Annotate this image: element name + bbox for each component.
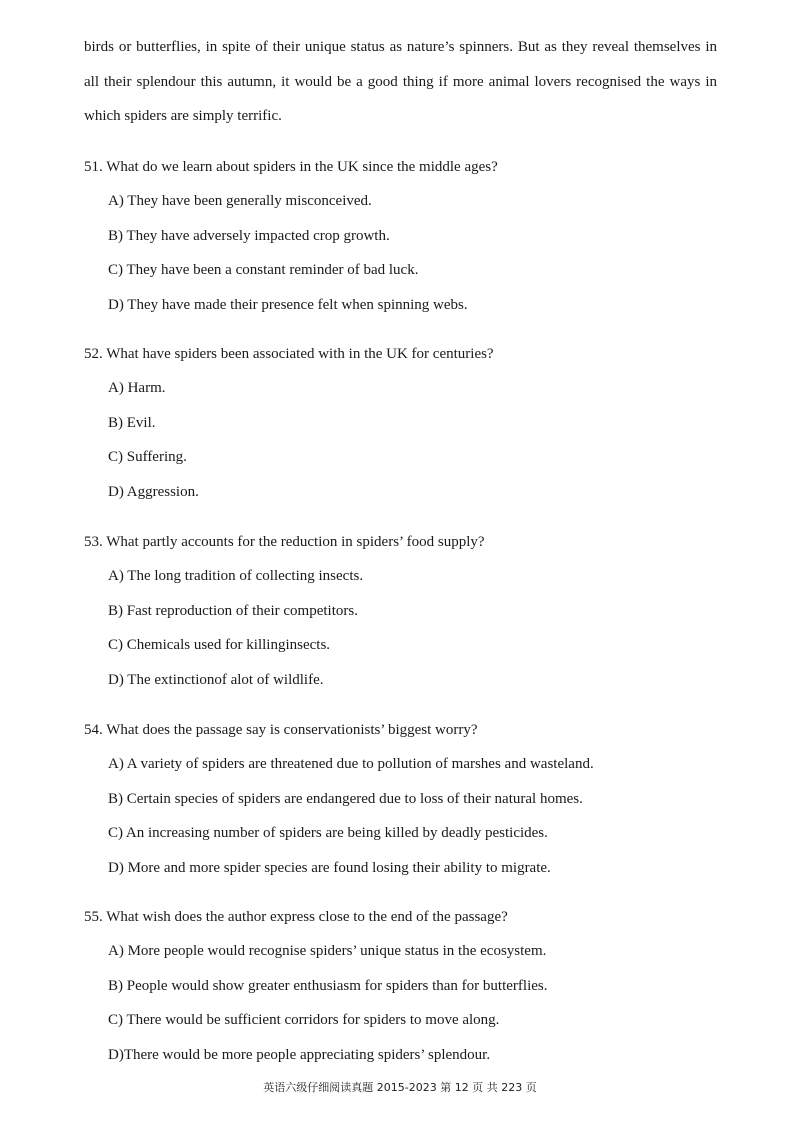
question-stem: 55. What wish does the author express close to the end of the passage? — [84, 909, 508, 925]
question-stem: 54. What does the passage say is conservationists’ biggest worry? — [84, 722, 478, 738]
passage-paragraph: birds or butterflies, in spite of their unique status as nature’s spinners. But as they reveal themselves in all their splendour this autumn, it would be a good thing if more animal lovers recognised the ways in which spiders are simply terrific. — [84, 39, 717, 124]
question-stem: 51. What do we learn about spiders in the UK since the middle ages? — [84, 159, 498, 175]
option-b: B) Evil. — [108, 414, 156, 431]
option-c: C) There would be sufficient corridors for spiders to move along. — [108, 1012, 500, 1029]
option-d: D)There would be more people appreciating spiders’ splendour. — [108, 1046, 491, 1063]
option-a: A) Harm. — [108, 380, 166, 397]
question-stem: 53. What partly accounts for the reduction in spiders’ food supply? — [84, 534, 485, 550]
option-b: B) They have adversely impacted crop growth. — [108, 227, 390, 244]
question-stem: 52. What have spiders been associated with in the UK for centuries? — [84, 346, 494, 362]
option-a: A) A variety of spiders are threatened due to pollution of marshes and wasteland. — [108, 756, 594, 773]
option-c: C) They have been a constant reminder of bad luck. — [108, 262, 419, 279]
option-a: A) They have been generally misconceived. — [108, 193, 372, 210]
option-d: D) Aggression. — [108, 483, 199, 500]
question-54 — [84, 719, 744, 891]
question-53 — [84, 531, 744, 703]
option-c: C) Suffering. — [108, 449, 187, 466]
option-a: A) More people would recognise spiders’ unique status in the ecosystem. — [108, 943, 547, 960]
question-55 — [84, 906, 744, 1078]
option-b: B) Fast reproduction of their competitors. — [108, 602, 358, 619]
option-d: D) More and more spider species are found losing their ability to migrate. — [108, 859, 551, 876]
option-a: A) The long tradition of collecting insects. — [108, 568, 364, 585]
page-footer: 英语六级仔细阅读真题 2015-2023 第 12 页 共 223 页 — [263, 1081, 537, 1094]
option-c: C) Chemicals used for killinginsects. — [108, 637, 331, 654]
option-d: D) The extinctionof alot of wildlife. — [108, 671, 324, 688]
option-c: C) An increasing number of spiders are being killed by deadly pesticides. — [108, 825, 548, 842]
question-52 — [84, 343, 744, 515]
option-b: B) Certain species of spiders are endangered due to loss of their natural homes. — [108, 790, 583, 807]
question-51 — [84, 156, 744, 328]
option-b: B) People would show greater enthusiasm for spiders than for butterflies. — [108, 977, 548, 994]
option-d: D) They have made their presence felt when spinning webs. — [108, 296, 468, 313]
